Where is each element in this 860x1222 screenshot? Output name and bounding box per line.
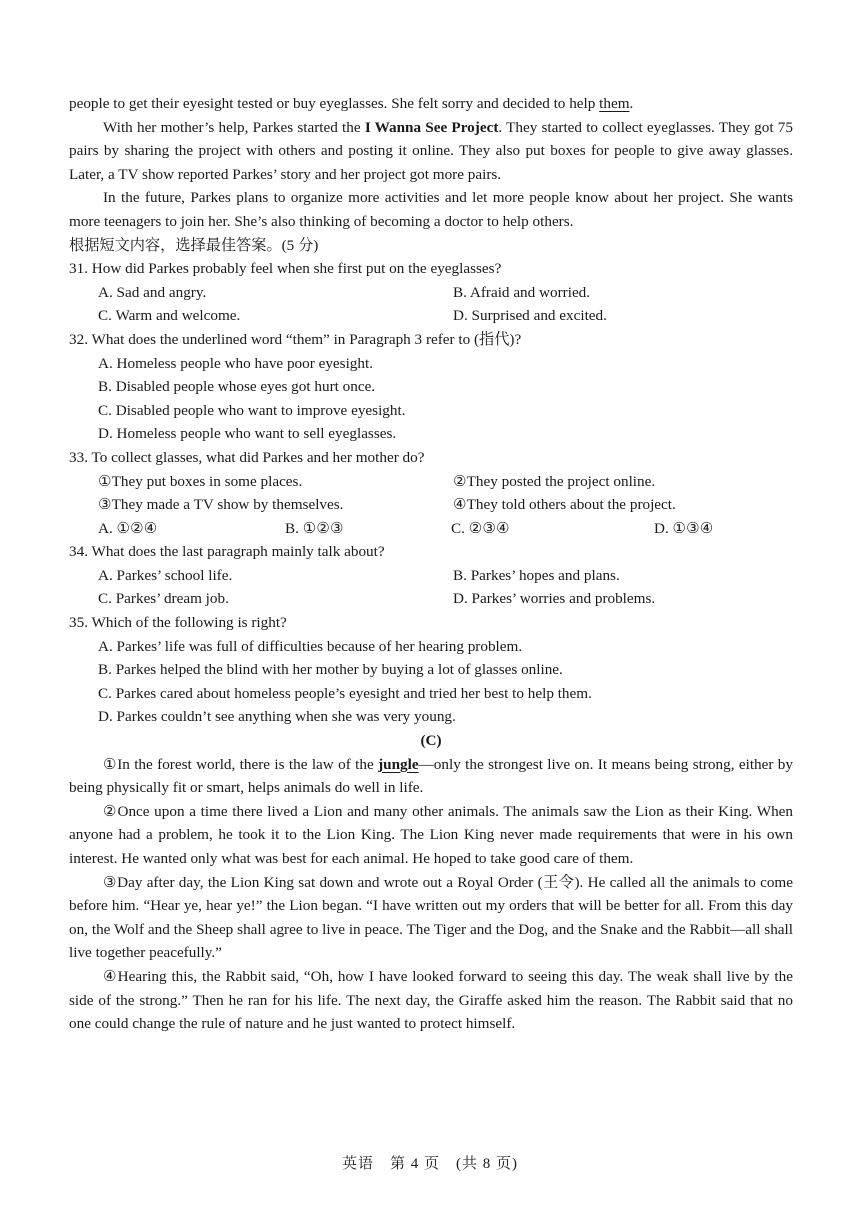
option: D. Parkes’ worries and problems. xyxy=(453,590,656,608)
section-heading: (C) xyxy=(420,732,442,750)
option: D. Surprised and excited. xyxy=(453,307,607,325)
underlined-word-jungle: jungle xyxy=(378,755,419,773)
page-content xyxy=(69,92,793,1036)
project-name: I Wanna See Project xyxy=(364,118,499,136)
option-row xyxy=(69,281,793,305)
passage-c-paragraph: ①In the forest world, there is the law of the jungle—only the strongest live on. It means being strong, either by being physically fit or smart, helps animals do well in life. xyxy=(69,755,793,797)
option-row xyxy=(69,517,793,541)
option: B. Disabled people whose eyes got hurt once. xyxy=(98,378,376,396)
page-footer: 英语 第 4 页 (共 8 页) xyxy=(342,1156,518,1172)
passage-c-paragraph: ③Day after day, the Lion King sat down and wrote out a Royal Order (王令). He called all the animals to come before him. “Hear ye, hear ye!” the Lion began. “I have written out my orders that will be better for all. From this day on, the Wolf and the Sheep shall agree to live in peace. The Tiger and the Dog, and the Snake and the Rabbit—all shall live together peacefully.” xyxy=(69,873,793,962)
statement: ①They put boxes in some places. xyxy=(98,472,303,490)
option-row xyxy=(69,304,793,328)
passage-b-paragraph-end: people to get their eyesight tested or buy eyeglasses. She felt sorry and decided to help them. xyxy=(69,95,634,112)
option: A. Parkes’ life was full of difficulties because of her hearing problem. xyxy=(98,637,523,655)
question-stem: 33. To collect glasses, what did Parkes and her mother do? xyxy=(69,448,425,466)
passage-b-paragraph: In the future, Parkes plans to organize more activities and let more people know about her project. She wants more teenagers to join her. She’s also thinking of becoming a doctor to help others. xyxy=(69,189,793,230)
statement-row xyxy=(69,470,793,494)
option: A. ①②④ xyxy=(98,519,158,537)
passage-b-paragraph: With her mother’s help, Parkes started the I Wanna See Project. They started to collect eyeglasses. They got 75 pairs by sharing the project with others and posting it online. They also put boxes for people to give away glasses. Later, a TV show reported Parkes’ story and her project got more pairs. xyxy=(69,118,793,183)
option: A. Parkes’ school life. xyxy=(98,566,233,584)
question-stem: 31. How did Parkes probably feel when she first put on the eyeglasses? xyxy=(69,260,502,278)
option: D. Homeless people who want to sell eyeglasses. xyxy=(98,425,397,443)
option-row xyxy=(69,564,793,588)
option: C. Parkes’ dream job. xyxy=(98,590,229,608)
option: C. Parkes cared about homeless people’s eyesight and tried her best to help them. xyxy=(98,684,592,702)
option: C. ②③④ xyxy=(451,519,510,537)
question-stem: 32. What does the underlined word “them” in Paragraph 3 refer to (指代)? xyxy=(69,330,522,348)
option: B. Parkes’ hopes and plans. xyxy=(453,566,620,584)
option: C. Disabled people who want to improve eyesight. xyxy=(98,401,406,419)
option: B. ①②③ xyxy=(285,519,344,537)
option: A. Homeless people who have poor eyesight. xyxy=(98,354,373,372)
question-stem: 34. What does the last paragraph mainly talk about? xyxy=(69,543,385,561)
underlined-word-them: them xyxy=(599,95,630,112)
passage-c-paragraph: ②Once upon a time there lived a Lion and many other animals. The animals saw the Lion as their King. When anyone had a problem, he took it to the Lion King. The Lion King never made requirements that were in his own interest. He wanted only what was best for each animal. He hoped to take good care of them. xyxy=(69,802,793,867)
statement-row xyxy=(69,493,793,517)
option-row xyxy=(69,587,793,611)
statement: ④They told others about the project. xyxy=(453,496,676,514)
option: B. Parkes helped the blind with her mother by buying a lot of glasses online. xyxy=(98,661,563,679)
option: D. ①③④ xyxy=(654,519,714,537)
question-stem: 35. Which of the following is right? xyxy=(69,614,287,632)
option: B. Afraid and worried. xyxy=(453,283,591,301)
question-instruction: 根据短文内容，选择最佳答案。(5 分) xyxy=(69,236,319,254)
option: A. Sad and angry. xyxy=(98,283,207,301)
option: D. Parkes couldn’t see anything when she was very young. xyxy=(98,708,456,726)
statement: ③They made a TV show by themselves. xyxy=(98,496,344,514)
statement: ②They posted the project online. xyxy=(453,472,656,490)
passage-c-paragraph: ④Hearing this, the Rabbit said, “Oh, how I have looked forward to seeing this day. The weak shall live by the side of the strong.” Then he ran for his life. The next day, the Giraffe asked him the reason. The Rabbit said that no one could change the rule of nature and he just wanted to protect himself. xyxy=(69,967,793,1033)
option: C. Warm and welcome. xyxy=(98,307,241,325)
